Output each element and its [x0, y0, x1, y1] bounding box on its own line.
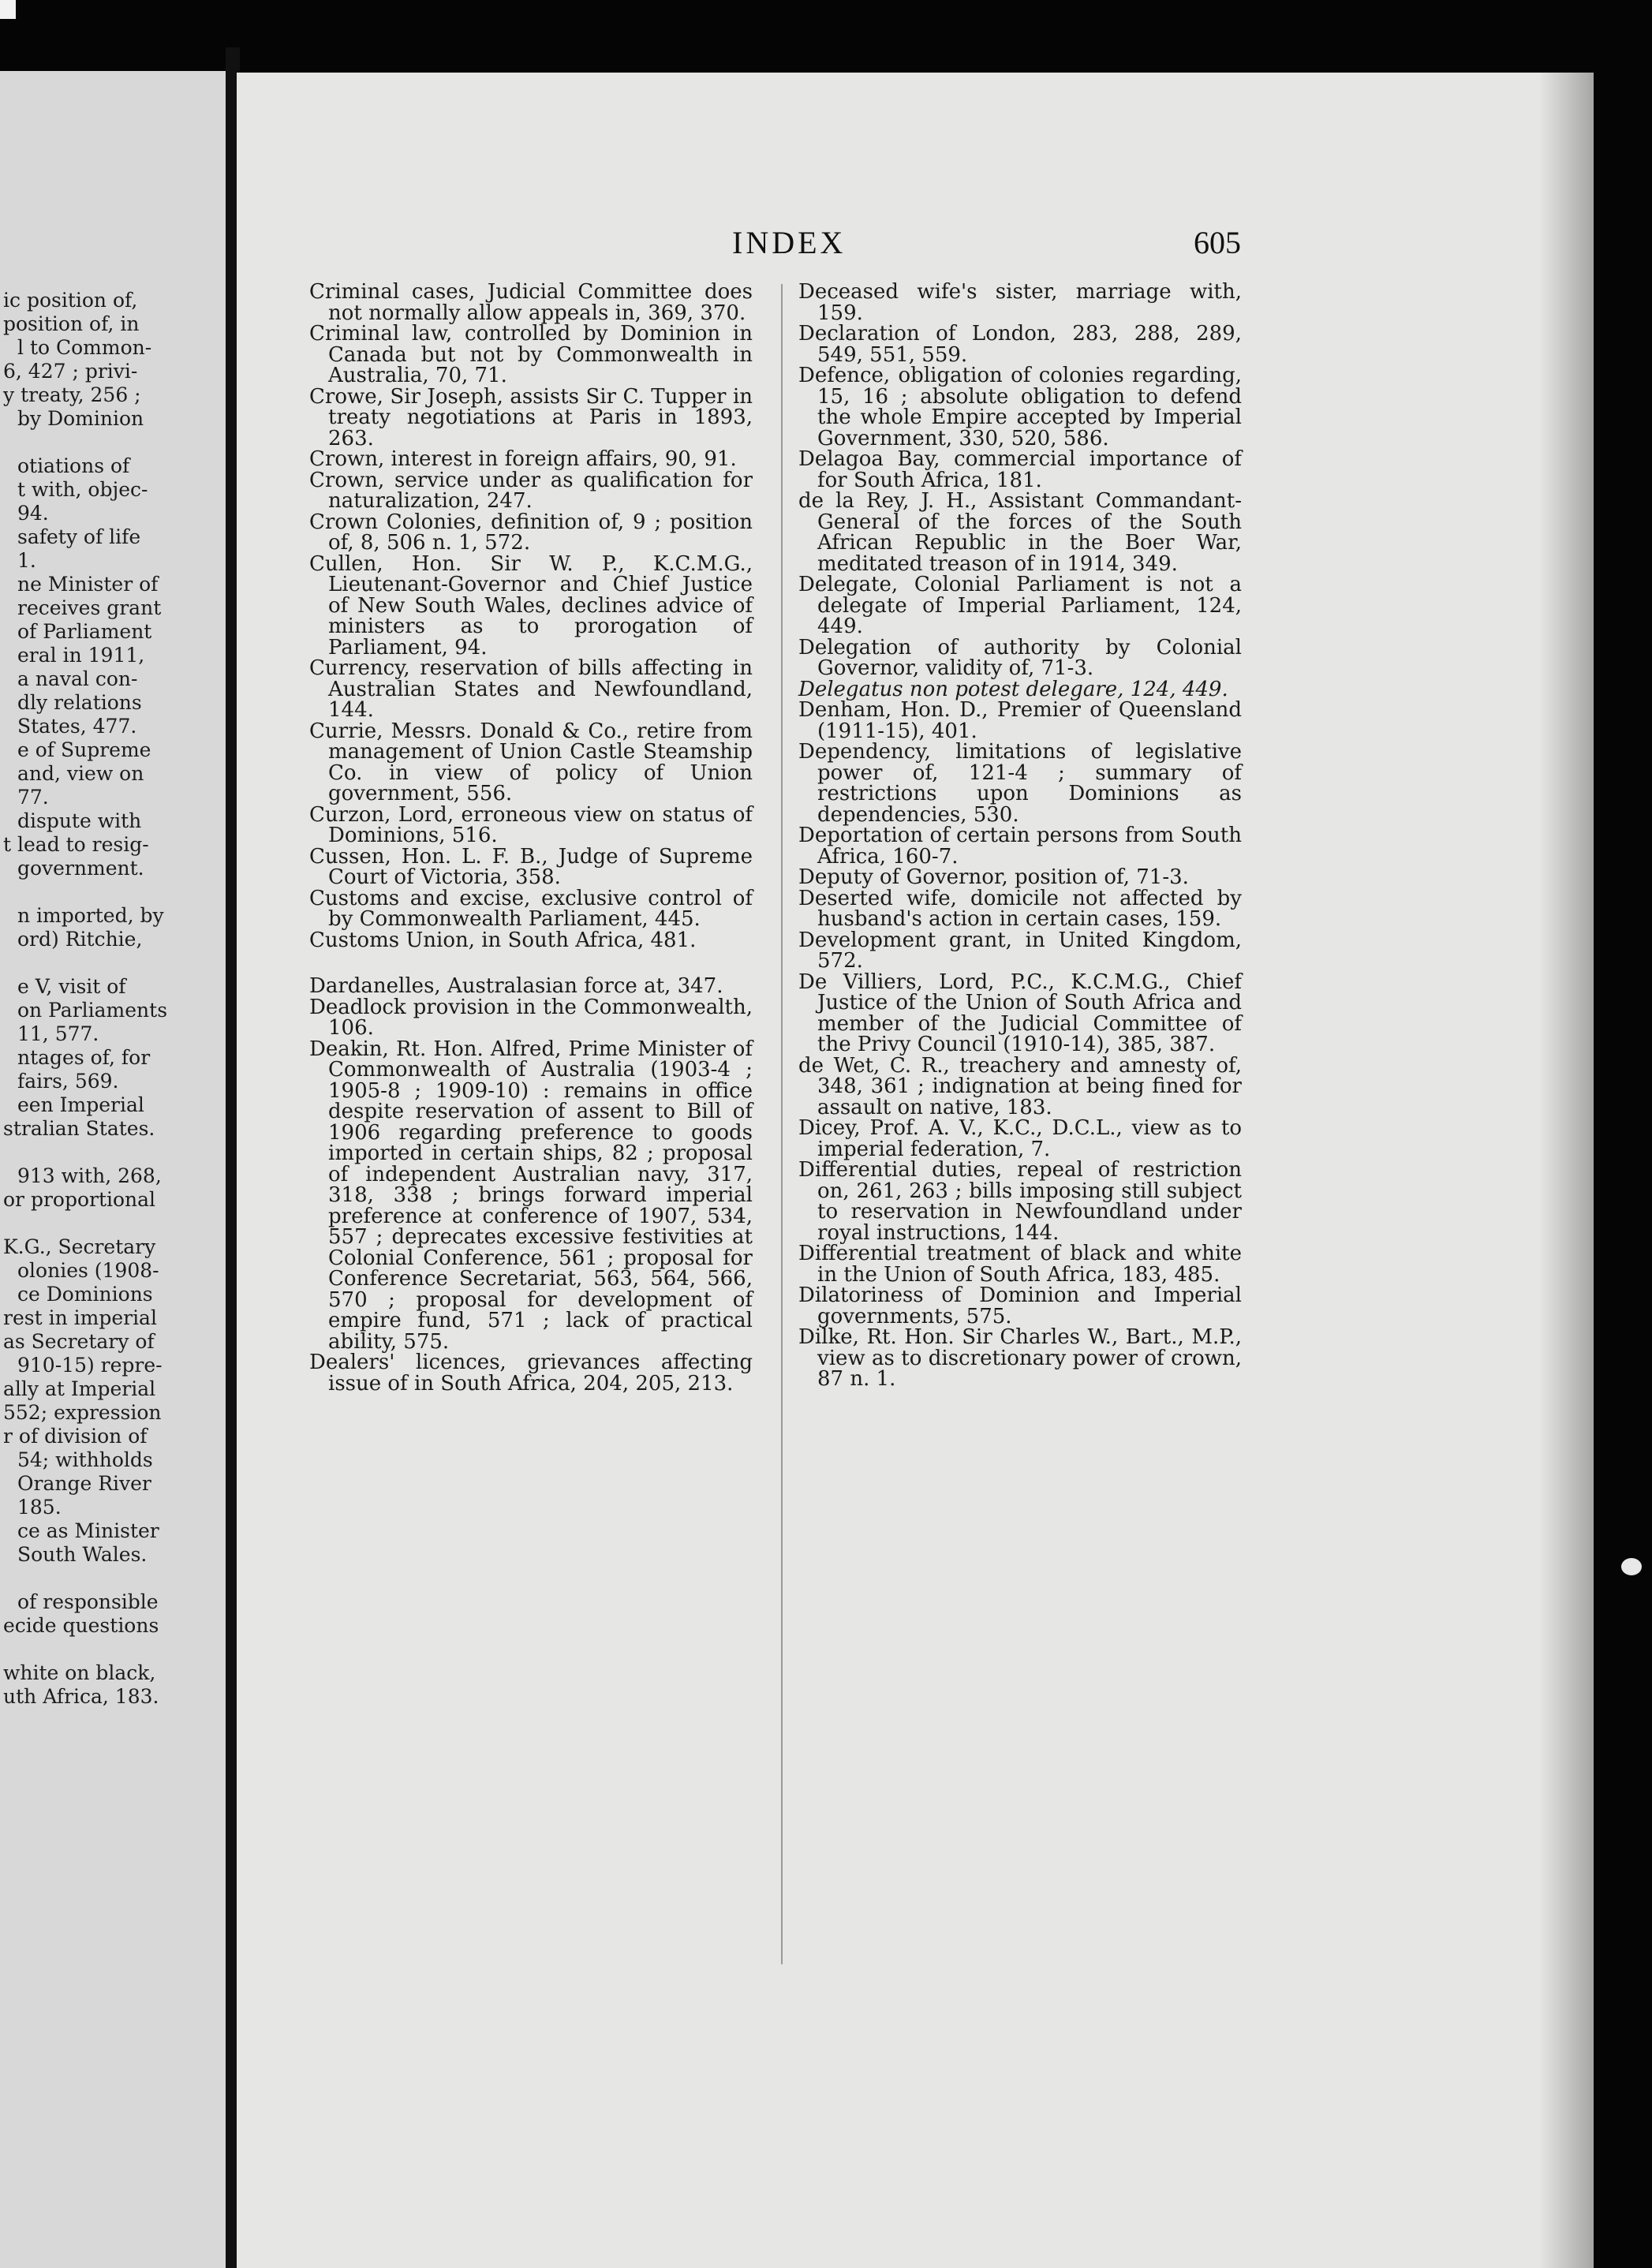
index-entry: Crowe, Sir Joseph, assists Sir C. Tupper in treaty negotiations at Paris in 1893, 263. — [309, 384, 753, 450]
left-page-line: ntages of, for — [17, 1046, 151, 1069]
left-page-line: 185. — [17, 1496, 62, 1519]
column-divider — [781, 284, 783, 1964]
left-page-line: 77. — [17, 786, 49, 809]
left-page-line: of responsible — [17, 1590, 159, 1613]
index-entry: Dilatoriness of Dominion and Imperial governments, 575. — [798, 1283, 1242, 1328]
left-page-line: 910-15) repre- — [17, 1354, 163, 1377]
left-page-line: of Parliament — [17, 620, 152, 643]
left-page-line: ord) Ritchie, — [17, 928, 143, 951]
left-page-line: by Dominion — [17, 407, 144, 430]
index-entry: Cullen, Hon. Sir W. P., K.C.M.G., Lieutenant-Governor and Chief Justice of New South Wales, declines advice of ministers as to prorogation of Parliament, 94. — [309, 551, 753, 659]
scan-artifact — [0, 0, 16, 19]
left-page-fragment — [0, 71, 230, 2268]
index-entry: Development grant, in United Kingdom, 572. — [798, 928, 1242, 973]
letter-section-gap — [309, 951, 753, 976]
index-entry: Declaration of London, 283, 288, 289, 549, 551, 559. — [798, 322, 1242, 367]
left-page-line: rest in imperial — [3, 1306, 157, 1329]
index-entry: Currie, Messrs. Donald & Co., retire from management of Union Castle Steamship Co. in view of policy of Union government, 556. — [309, 719, 753, 805]
left-page-line: uth Africa, 183. — [3, 1685, 159, 1708]
index-entry: de la Rey, J. H., Assistant Commandant-General of the forces of the South African Republic in the Boer War, meditated treason of in 1914, 349. — [798, 489, 1242, 576]
index-entry: Delegate, Colonial Parliament is not a delegate of Imperial Parliament, 124, 449. — [798, 573, 1242, 638]
index-entry: Deportation of certain persons from South Africa, 160-7. — [798, 824, 1242, 869]
index-entry: Customs Union, in South Africa, 481. — [309, 928, 697, 952]
index-entry: Curzon, Lord, erroneous view on status of Dominions, 516. — [309, 802, 753, 847]
scan-smudge — [1621, 1558, 1642, 1575]
left-page-line: fairs, 569. — [17, 1070, 119, 1093]
left-page-line: l to Common- — [17, 336, 152, 359]
left-page-line: olonies (1908- — [17, 1259, 159, 1282]
left-page-line: safety of life — [17, 525, 141, 548]
left-page-line: t lead to resig- — [3, 833, 149, 856]
index-entry: Differential treatment of black and white in the Union of South Africa, 183, 485. — [798, 1242, 1242, 1287]
left-page-line: South Wales. — [17, 1543, 148, 1566]
left-page-line: position of, in — [3, 312, 140, 335]
left-page-line: e V, visit of — [17, 975, 126, 998]
index-entry: Deputy of Governor, position of, 71-3. — [798, 865, 1189, 889]
left-page-line: or proportional — [3, 1188, 156, 1211]
index-entry: Dilke, Rt. Hon. Sir Charles W., Bart., M.P., view as to discretionary power of crown, 87 n. 1. — [798, 1325, 1242, 1391]
left-page-line: 552; expression — [3, 1401, 162, 1424]
left-page-line: 54; withholds — [17, 1448, 153, 1471]
left-page-line: ce Dominions — [17, 1283, 153, 1306]
index-entry: Denham, Hon. D., Premier of Queensland (1911-15), 401. — [798, 698, 1242, 743]
left-page-line: 11, 577. — [17, 1022, 99, 1045]
left-page-line: 6, 427 ; privi- — [3, 360, 138, 383]
left-page-line: ecide questions — [3, 1614, 159, 1637]
left-page-line: e of Supreme — [17, 738, 151, 761]
page-edge-shadow — [1538, 73, 1594, 2268]
index-entry: Deakin, Rt. Hon. Alfred, Prime Minister of Commonwealth of Australia (1903-4 ; 1905-8 ; 1909-10) : remains in office despite reservation of assent to Bill of 1906 regarding preference to goods imported in certain ships, 82 ; proposal of independent Australian navy, 317, 318, 338 ; brings forward imperial preference at conference of 1907, 534, 557 ; deprecates excessive festivities at Colonial Conference, 561 ; proposal for Conference Secretariat, 563, 564, 566, 570 ; proposal for development of empire fund, 571 ; lack of practical ability, 575. — [309, 1037, 753, 1354]
left-page-line: n imported, by — [17, 904, 164, 927]
index-entry: Currency, reservation of bills affecting in Australian States and Newfoundland, 144. — [309, 656, 753, 722]
left-page-line: K.G., Secretary — [3, 1235, 156, 1258]
left-page-line: on Parliaments — [17, 999, 168, 1022]
index-entry: Crown, interest in foreign affairs, 90, 91. — [309, 447, 737, 471]
left-page-line: ce as Minister — [17, 1519, 159, 1542]
index-entry: Crown Colonies, definition of, 9 ; position of, 8, 506 n. 1, 572. — [309, 510, 753, 555]
left-page-line: 94. — [17, 502, 49, 525]
index-column-right — [798, 282, 1242, 1390]
left-page-line: een Imperial — [17, 1093, 144, 1116]
left-page-line: dly relations — [17, 691, 142, 714]
left-page-line: ally at Imperial — [3, 1377, 156, 1400]
left-page-line: receives grant — [17, 596, 162, 619]
index-entry: Cussen, Hon. L. F. B., Judge of Supreme Court of Victoria, 358. — [309, 844, 753, 889]
index-entry: Differential duties, repeal of restriction on, 261, 263 ; bills imposing still subject to reservation in Newfoundland under royal instructions, 144. — [798, 1158, 1242, 1245]
left-page-line: 913 with, 268, — [17, 1164, 162, 1187]
page-header — [237, 224, 1594, 263]
left-page-line: white on black, — [3, 1661, 156, 1684]
index-entry: Deadlock provision in the Commonwealth, 106. — [309, 995, 753, 1040]
index-entry: Dicey, Prof. A. V., K.C., D.C.L., view as to imperial federation, 7. — [798, 1116, 1242, 1161]
index-page — [237, 73, 1594, 2268]
left-page-line: t with, objec- — [17, 478, 148, 501]
left-page-line: States, 477. — [17, 715, 137, 738]
index-entry: Dependency, limitations of legislative power of, 121-4 ; summary of restrictions upon Dominions as dependencies, 530. — [798, 740, 1242, 827]
index-entry: Crown, service under as qualification for naturalization, 247. — [309, 468, 753, 513]
index-entry: Deserted wife, domicile not affected by husband's action in certain cases, 159. — [798, 886, 1242, 931]
index-entry: Customs and excise, exclusive control of by Commonwealth Parliament, 445. — [309, 886, 753, 931]
page-number: 605 — [1194, 225, 1241, 260]
left-page-line: Orange River — [17, 1472, 151, 1495]
left-page-line: y treaty, 256 ; — [3, 383, 141, 406]
index-entry: Delegation of authority by Colonial Governor, validity of, 71-3. — [798, 635, 1242, 680]
index-entry: Delegatus non potest delegare, 124, 449. — [798, 677, 1228, 701]
left-page-line: 1. — [17, 549, 36, 572]
left-page-line: government. — [17, 857, 144, 880]
index-entry: Deceased wife's sister, marriage with, 159. — [798, 280, 1242, 325]
left-page-line: otiations of — [17, 454, 130, 477]
left-page-line: and, view on — [17, 762, 144, 785]
index-entry: Criminal cases, Judicial Committee does not normally allow appeals in, 369, 370. — [309, 280, 753, 325]
left-page-line: r of division of — [3, 1425, 148, 1448]
index-entry: De Villiers, Lord, P.C., K.C.M.G., Chief Justice of the Union of South Africa and member of the Judicial Committee of the Privy Council (1910-14), 385, 387. — [798, 970, 1242, 1056]
index-column-middle — [309, 282, 753, 1394]
index-entry: de Wet, C. R., treachery and amnesty of, 348, 361 ; indignation at being fined for assault on native, 183. — [798, 1053, 1242, 1119]
left-page-line: as Secretary of — [3, 1330, 155, 1353]
index-entry: Dardanelles, Australasian force at, 347. — [309, 974, 723, 998]
index-entry: Criminal law, controlled by Dominion in Canada but not by Commonwealth in Australia, 70, 71. — [309, 322, 753, 387]
index-entry: Dealers' licences, grievances affecting issue of in South Africa, 204, 205, 213. — [309, 1351, 753, 1396]
left-page-line: ne Minister of — [17, 573, 159, 596]
index-entry: Defence, obligation of colonies regarding, 15, 16 ; absolute obligation to defend the whole Empire accepted by Imperial Government, 330, 520, 586. — [798, 364, 1242, 450]
left-page-line: a naval con- — [17, 667, 138, 690]
page-title: INDEX — [732, 225, 847, 260]
left-page-line: ic position of, — [3, 289, 138, 312]
left-page-line: stralian States. — [3, 1117, 155, 1140]
left-page-line: dispute with — [17, 809, 142, 832]
left-page-line: eral in 1911, — [17, 644, 145, 667]
index-entry: Delagoa Bay, commercial importance of for South Africa, 181. — [798, 447, 1242, 492]
